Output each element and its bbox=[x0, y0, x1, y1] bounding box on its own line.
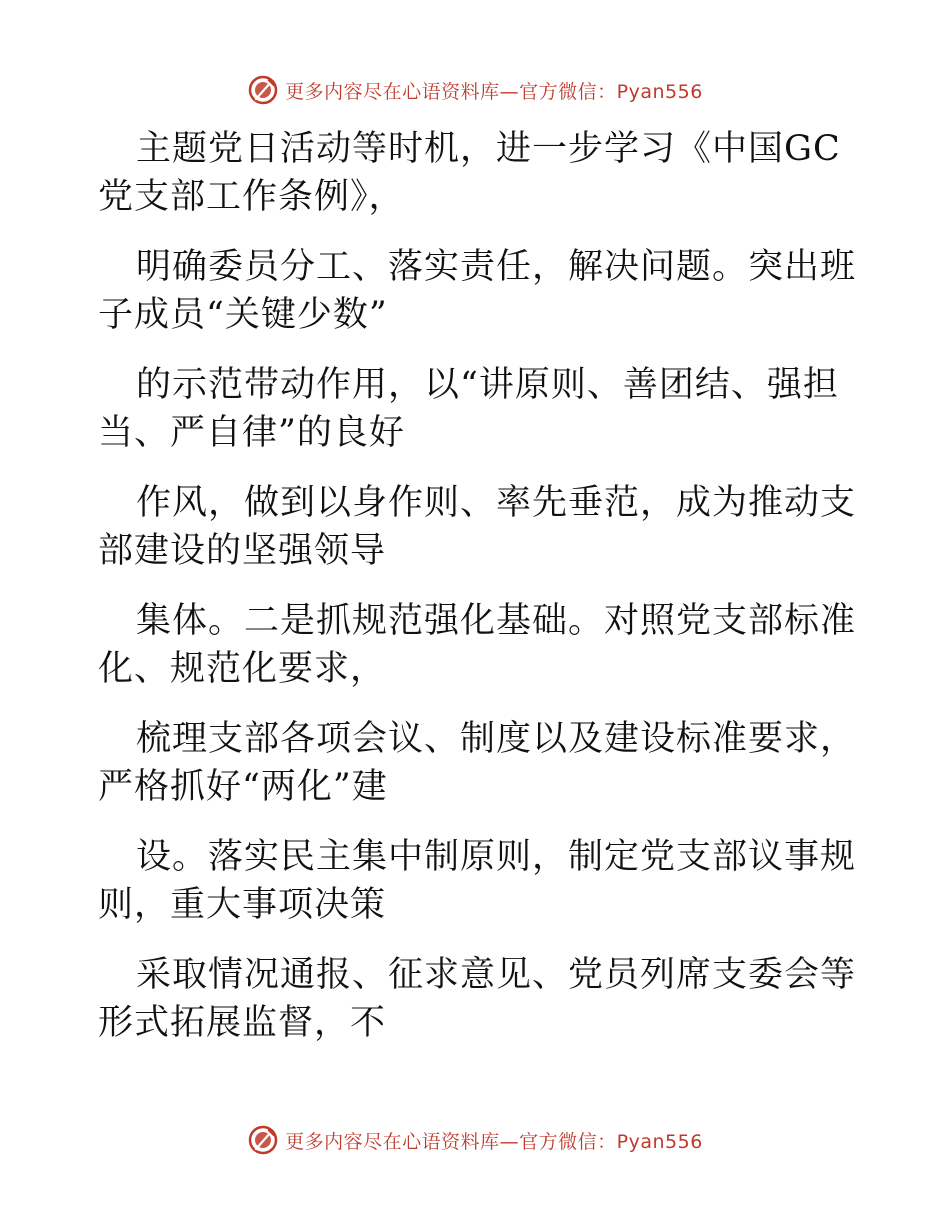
paragraph: 明确委员分工、落实责任，解决问题。突出班子成员“关键少数” bbox=[98, 247, 857, 335]
paragraph: 采取情况通报、征求意见、党员列席支委会等形式拓展监督，不 bbox=[98, 955, 857, 1043]
document-body bbox=[98, 125, 858, 1069]
paragraph: 主题党日活动等时机，进一步学习《中国GC党支部工作条例》， bbox=[98, 129, 841, 217]
quill-seal-logo-icon bbox=[247, 1124, 279, 1156]
paragraph: 设。落实民主集中制原则，制定党支部议事规则，重大事项决策 bbox=[98, 837, 857, 925]
header-watermark-text: 更多内容尽在心语资料库—官方微信：Pyan556 bbox=[285, 80, 703, 103]
quill-seal-logo-icon bbox=[247, 74, 279, 106]
paragraph: 集体。二是抓规范强化基础。对照党支部标准化、规范化要求， bbox=[98, 601, 857, 689]
header-watermark bbox=[0, 70, 950, 110]
paragraph: 梳理支部各项会议、制度以及建设标准要求，严格抓好“两化”建 bbox=[98, 719, 857, 807]
paragraph: 作风，做到以身作则、率先垂范，成为推动支部建设的坚强领导 bbox=[98, 483, 857, 571]
footer-watermark-text: 更多内容尽在心语资料库—官方微信：Pyan556 bbox=[285, 1130, 703, 1153]
footer-watermark bbox=[0, 1120, 950, 1160]
paragraph: 的示范带动作用，以“讲原则、善团结、强担当、严自律”的良好 bbox=[98, 365, 839, 453]
